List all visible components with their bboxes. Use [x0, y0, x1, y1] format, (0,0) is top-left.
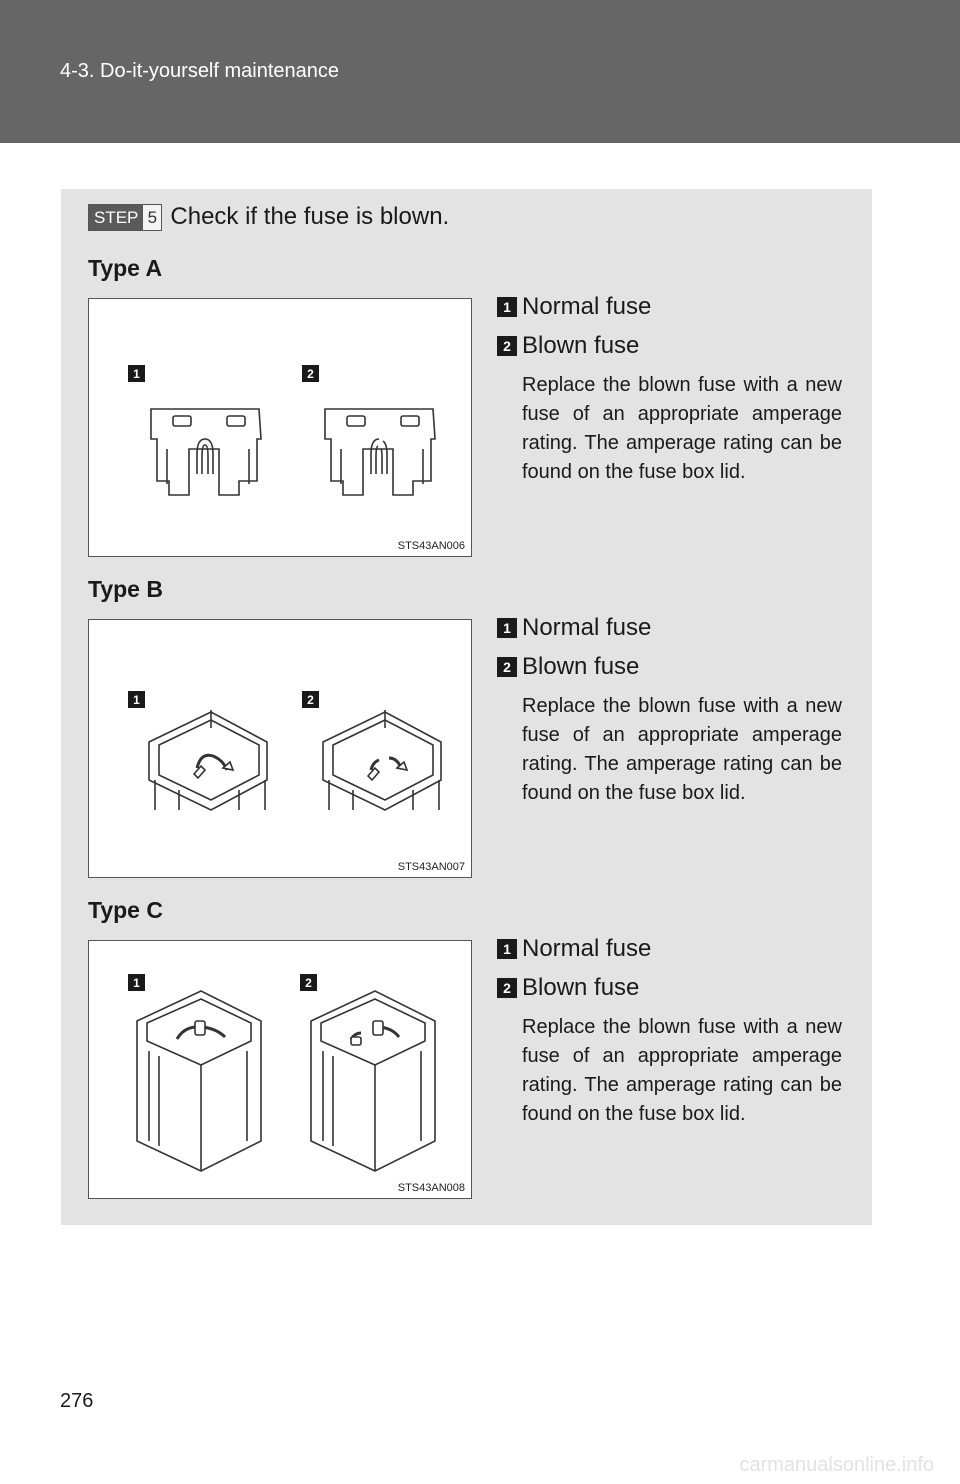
svg-text:2: 2: [307, 367, 314, 381]
step-text: Check if the fuse is blown.: [170, 203, 450, 230]
number-1-icon: 1: [497, 297, 517, 317]
step-badge: [88, 204, 162, 231]
callout-2-icon: [302, 365, 319, 382]
legend-label: Blown fuse: [522, 973, 640, 1001]
figure-code: STS43AN006: [397, 540, 465, 552]
legend-label: Blown fuse: [522, 652, 640, 680]
type-b-legend: [497, 608, 842, 808]
normal-large-fuse: [137, 991, 261, 1171]
svg-text:2: 2: [305, 976, 312, 990]
replacement-note: Replace the blown fuse with a new fuse of an appropriate amperage rating. The amperage rating can be found on the fuse box lid.: [522, 695, 842, 804]
legend-item-blown-fuse: [497, 968, 842, 1007]
number-1-icon: 1: [497, 939, 517, 959]
number-2-icon: 2: [497, 336, 517, 356]
large-cartridge-fuse-illustration: [89, 941, 473, 1200]
legend-label: Normal fuse: [522, 934, 652, 962]
svg-text:1: 1: [133, 693, 140, 707]
watermark: carmanualsonline.info: [739, 1454, 934, 1476]
callout-1-icon: [128, 365, 145, 382]
replacement-note: Replace the blown fuse with a new fuse of an appropriate amperage rating. The amperage rating can be found on the fuse box lid.: [522, 1016, 842, 1125]
legend-item-normal-fuse: [497, 608, 842, 647]
cartridge-fuse-illustration: [89, 620, 473, 879]
number-1-icon: 1: [497, 618, 517, 638]
type-a-legend: [497, 287, 842, 487]
section-title: 4-3. Do-it-yourself maintenance: [60, 60, 340, 82]
legend-label: Normal fuse: [522, 292, 652, 320]
number-2-icon: 2: [497, 657, 517, 677]
svg-text:1: 1: [133, 976, 140, 990]
normal-cartridge-fuse: [149, 710, 267, 810]
blown-blade-fuse: [325, 409, 435, 495]
step-word: STEP: [89, 205, 143, 230]
legend-item-normal-fuse: [497, 287, 842, 326]
normal-blade-fuse: [151, 409, 261, 495]
svg-text:1: 1: [133, 367, 140, 381]
callout-1-icon: [128, 974, 145, 991]
blown-large-fuse: [311, 991, 435, 1171]
page-number: 276: [60, 1390, 94, 1412]
callout-1-icon: [128, 691, 145, 708]
step-number: 5: [143, 205, 161, 230]
callout-2-icon: [302, 691, 319, 708]
type-a-figure: [88, 298, 472, 557]
type-b-figure: [88, 619, 472, 878]
figure-code: STS43AN008: [397, 1182, 465, 1194]
blade-fuse-illustration: [89, 299, 473, 558]
legend-item-blown-fuse: [497, 647, 842, 686]
replacement-note: Replace the blown fuse with a new fuse of an appropriate amperage rating. The amperage rating can be found on the fuse box lid.: [522, 374, 842, 483]
legend-item-blown-fuse: [497, 326, 842, 365]
legend-label: Normal fuse: [522, 613, 652, 641]
callout-2-icon: [300, 974, 317, 991]
type-c-legend: [497, 929, 842, 1129]
type-b-title: Type B: [88, 576, 163, 602]
step-instruction: [88, 203, 449, 231]
svg-text:2: 2: [307, 693, 314, 707]
figure-code: STS43AN007: [397, 861, 465, 873]
blown-cartridge-fuse: [323, 710, 441, 810]
number-2-icon: 2: [497, 978, 517, 998]
legend-label: Blown fuse: [522, 331, 640, 359]
type-c-title: Type C: [88, 897, 163, 923]
page-header: [0, 0, 960, 143]
type-a-title: Type A: [88, 255, 163, 281]
legend-item-normal-fuse: [497, 929, 842, 968]
type-c-figure: [88, 940, 472, 1199]
